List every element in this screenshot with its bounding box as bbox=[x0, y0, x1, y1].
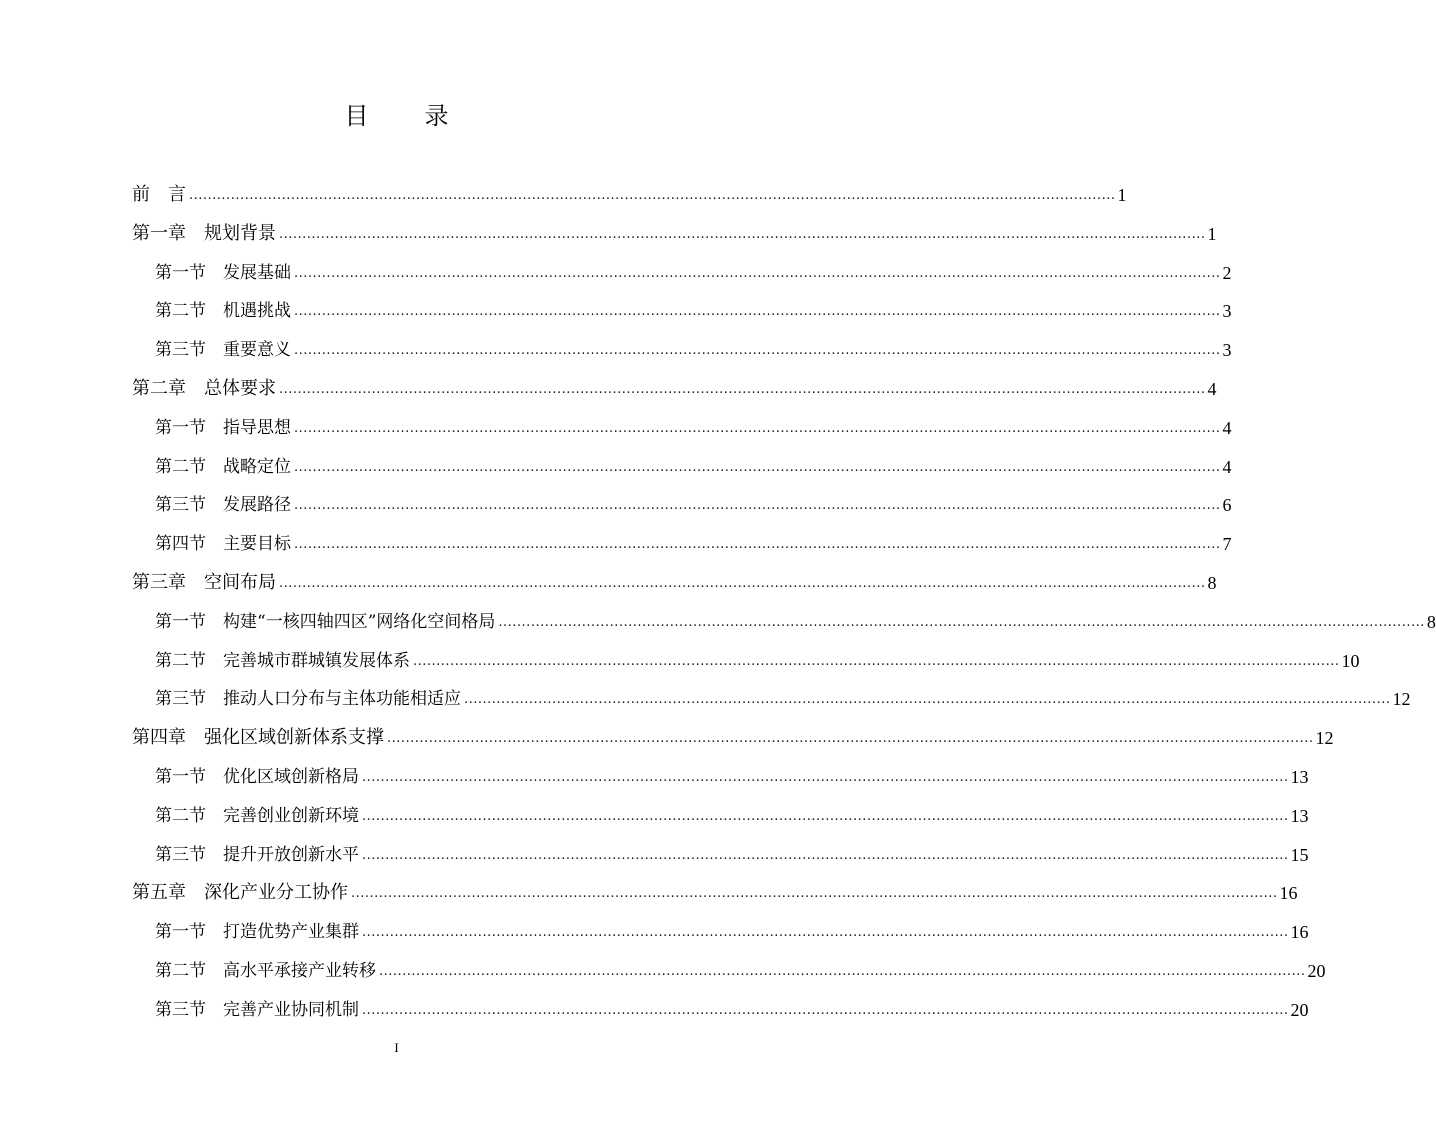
toc-leader-dots: ........................................................................................................................................................................................................ bbox=[362, 770, 1289, 785]
toc-section-entry[interactable] bbox=[155, 452, 1232, 478]
toc-leader-dots: ........................................................................................................................................................................................................ bbox=[279, 226, 1206, 242]
toc-entry-label: 第一节 打造优势产业集群 bbox=[155, 922, 359, 943]
toc-leader-dots: ........................................................................................................................................................................................................ bbox=[279, 382, 1206, 397]
toc-entry-page: 8 bbox=[1207, 573, 1217, 593]
toc-entry-label: 第二节 完善城市群城镇发展体系 bbox=[155, 650, 410, 671]
toc-section-entry[interactable] bbox=[155, 917, 1309, 943]
toc-entry-label: 第三章 空间布局 bbox=[132, 572, 276, 593]
toc-entry-label: 第二节 战略定位 bbox=[155, 456, 291, 477]
toc-leader-dots: ........................................................................................................................................................................................................ bbox=[294, 420, 1221, 436]
toc-section-entry[interactable] bbox=[155, 762, 1309, 788]
toc-chapter-entry[interactable] bbox=[132, 219, 1217, 245]
toc-entry-page: 12 bbox=[1315, 728, 1334, 749]
toc-leader-dots: ........................................................................................................................................................................................................ bbox=[294, 265, 1221, 281]
toc-chapter-entry[interactable] bbox=[132, 568, 1217, 594]
toc-entry-label: 第二节 高水平承接产业转移 bbox=[155, 961, 376, 981]
toc-entry-label: 第二节 完善创业创新环境 bbox=[155, 805, 359, 826]
toc-entry-page: 4 bbox=[1207, 379, 1217, 399]
toc-entry-page: 3 bbox=[1222, 340, 1232, 361]
toc-entry-page: 12 bbox=[1392, 689, 1411, 710]
toc-entry-label: 第一节 构建“一核四轴四区”网络化空间格局 bbox=[155, 611, 496, 632]
toc-entry-label: 第三节 发展路径 bbox=[155, 495, 291, 516]
toc-section-entry[interactable] bbox=[155, 258, 1232, 284]
toc-leader-dots: ........................................................................................................................................................................................................ bbox=[294, 459, 1221, 475]
toc-entry-label: 第一章 规划背景 bbox=[132, 222, 276, 244]
toc-leader-dots: ........................................................................................................................................................................................................ bbox=[351, 886, 1278, 902]
toc-leader-dots: ........................................................................................................................................................................................................ bbox=[379, 964, 1306, 979]
toc-leader-dots: ........................................................................................................................................................................................................ bbox=[362, 808, 1289, 824]
toc-entry-page: 20 bbox=[1307, 961, 1326, 981]
toc-entry-page: 16 bbox=[1279, 883, 1298, 904]
toc-entry-label: 第四节 主要目标 bbox=[155, 534, 291, 555]
toc-title: 目 录 bbox=[344, 102, 465, 130]
toc-entry-page: 10 bbox=[1341, 650, 1360, 671]
toc-leader-dots: ........................................................................................................................................................................................................ bbox=[464, 692, 1391, 708]
page-number: I bbox=[394, 1040, 399, 1055]
toc-chapter-entry[interactable] bbox=[132, 878, 1298, 904]
toc-section-entry[interactable] bbox=[155, 296, 1232, 322]
toc-leader-dots: ........................................................................................................................................................................................................ bbox=[498, 614, 1425, 630]
toc-section-entry[interactable] bbox=[155, 490, 1232, 516]
toc-entry-page: 6 bbox=[1222, 495, 1232, 516]
toc-entry-label: 第五章 深化产业分工协作 bbox=[132, 882, 348, 904]
toc-leader-dots: ........................................................................................................................................................................................................ bbox=[294, 498, 1221, 514]
toc-section-entry[interactable] bbox=[155, 684, 1411, 710]
toc-section-entry[interactable] bbox=[155, 607, 1436, 633]
toc-entry-page: 1 bbox=[1207, 223, 1217, 244]
toc-entry-label: 第一节 指导思想 bbox=[155, 417, 291, 438]
toc-entry-page: 15 bbox=[1290, 844, 1309, 865]
toc-section-entry[interactable] bbox=[155, 413, 1232, 439]
toc-leader-dots: ........................................................................................................................................................................................................ bbox=[362, 1002, 1289, 1018]
toc-entry-page: 4 bbox=[1222, 417, 1232, 438]
toc-entry-page: 13 bbox=[1290, 767, 1309, 787]
toc-entry-page: 3 bbox=[1222, 301, 1232, 322]
toc-leader-dots: ........................................................................................................................................................................................................ bbox=[362, 925, 1289, 941]
toc-chapter-entry[interactable] bbox=[132, 723, 1334, 749]
toc-entry-page: 20 bbox=[1290, 999, 1309, 1020]
toc-entry-label: 第三节 完善产业协同机制 bbox=[155, 999, 359, 1020]
toc-entry-label: 第一节 优化区域创新格局 bbox=[155, 767, 359, 787]
toc-leader-dots: ........................................................................................................................................................................................................ bbox=[279, 576, 1206, 591]
toc-leader-dots: ........................................................................................................................................................................................................ bbox=[294, 343, 1221, 359]
toc-section-entry[interactable] bbox=[155, 995, 1309, 1021]
toc-chapter-entry[interactable] bbox=[132, 374, 1217, 400]
toc-leader-dots: ........................................................................................................................................................................................................ bbox=[189, 188, 1116, 203]
toc-entry-label: 第三节 推动人口分布与主体功能相适应 bbox=[155, 689, 461, 710]
toc-section-entry[interactable] bbox=[155, 840, 1309, 866]
toc-entry-page: 13 bbox=[1290, 805, 1309, 826]
toc-entry-page: 4 bbox=[1222, 456, 1232, 477]
toc-entry-page: 16 bbox=[1290, 922, 1309, 943]
toc-section-entry[interactable] bbox=[155, 801, 1309, 827]
toc-leader-dots: ........................................................................................................................................................................................................ bbox=[294, 304, 1221, 320]
toc-section-entry[interactable] bbox=[155, 646, 1360, 672]
toc-section-entry[interactable] bbox=[155, 529, 1232, 555]
toc-leader-dots: ........................................................................................................................................................................................................ bbox=[413, 653, 1340, 669]
toc-entry-page: 1 bbox=[1117, 185, 1127, 205]
toc-leader-dots: ........................................................................................................................................................................................................ bbox=[387, 731, 1314, 747]
toc-entry-page: 7 bbox=[1222, 534, 1232, 555]
toc-leader-dots: ........................................................................................................................................................................................................ bbox=[362, 847, 1289, 863]
toc-section-entry[interactable] bbox=[155, 335, 1232, 361]
toc-section-entry[interactable] bbox=[155, 956, 1326, 982]
toc-chapter-entry[interactable] bbox=[132, 180, 1127, 206]
toc-entry-page: 2 bbox=[1222, 262, 1232, 283]
toc-entry-label: 第二节 机遇挑战 bbox=[155, 301, 291, 322]
toc-entry-page: 8 bbox=[1426, 611, 1436, 632]
toc-entry-label: 第三节 提升开放创新水平 bbox=[155, 844, 359, 865]
toc-entry-label: 前 言 bbox=[132, 184, 186, 205]
toc-entry-label: 第三节 重要意义 bbox=[155, 340, 291, 361]
toc-leader-dots: ........................................................................................................................................................................................................ bbox=[294, 537, 1221, 553]
toc-entry-label: 第一节 发展基础 bbox=[155, 262, 291, 283]
toc-entry-label: 第二章 总体要求 bbox=[132, 378, 276, 399]
toc-entry-label: 第四章 强化区域创新体系支撑 bbox=[132, 727, 384, 749]
